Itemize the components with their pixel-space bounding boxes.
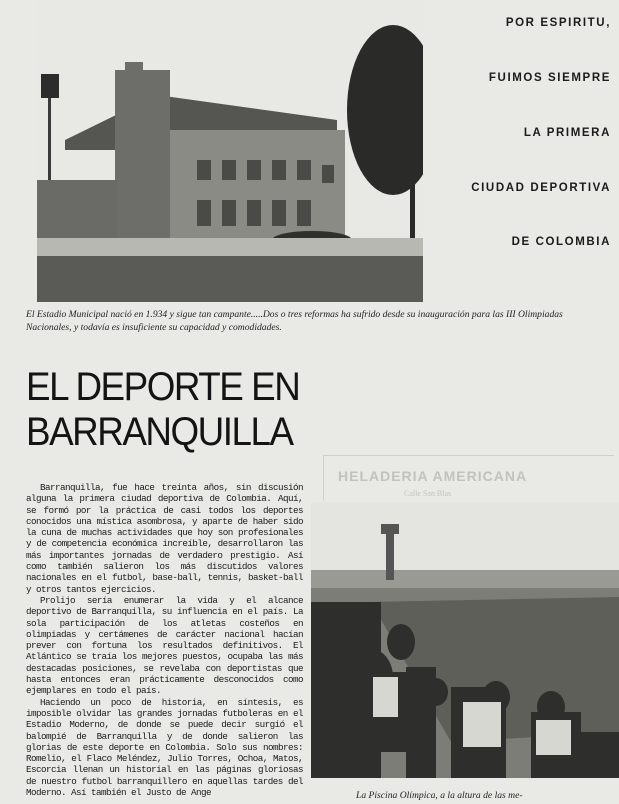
article-body bbox=[26, 482, 303, 798]
ghost-ad-line: Calle San Blas bbox=[404, 489, 452, 498]
slogan bbox=[421, 0, 611, 250]
bleed-through-text bbox=[235, 410, 325, 470]
paragraph-3: Haciendo un poco de historia, en síntesis, es imposible olvidar las grandes jornadas futboleras en el Estadio Moderno, de donde se puede decir surgió el balompié de Barranquilla y de donde salieron las glorias de este deporte en Colombia. Solo sus nombres: Romelio, el Flaco Meléndez, Julio Torres, Ochoa, Matos, Escorcia llenan un historial en las páginas gloriosas de nuestro futbol barranquillero en aquellas tardes del Moderno. Así también el Justo de Ange bbox=[26, 696, 303, 799]
paragraph-2: Prolijo sería enumerar la vida y el alcance deportivo de Barranquilla, su influencia en el país. La sola participación de los atletas costeños en olimpiadas y certámenes de carácter nacional hacían prever con fortuna los resultados definitivos. El Atlántico se traía los mejores puestos, ocupaba las más destacadas posiciones, se revelaba con deportistas que hasta entonces eran prácticamente desconocidos como ejemplares en todo el país. bbox=[26, 594, 303, 697]
pool-illustration bbox=[311, 502, 619, 778]
pool-caption: La Piscina Olímpica, a la altura de las me- bbox=[356, 790, 523, 801]
slogan-line-2: FUIMOS SIEMPRE bbox=[488, 72, 611, 84]
ghost-ad-title: HELADERIA AMERICANA bbox=[338, 468, 528, 484]
stadium-photo bbox=[37, 0, 423, 302]
slogan-line-5: DE COLOMBIA bbox=[511, 236, 611, 248]
pool-photo bbox=[311, 502, 619, 778]
paragraph-1: Barranquilla, fue hace treinta años, sin discusión alguna la primera ciudad deportiva de Colombia. Aquí, se formó por la práctica de casi todos los deportes conocidos una mística asombrosa, y aparte de haber sido la cuna de muchas actividades que hoy son profesionales y de competencia económica increíble, desarrollaron las más importantes jornadas de verdadero prestigio. Así como también salieron los más discutidos valores nacionales en el futbol, base-ball, tennis, basket-ball y otros tantos ejercicios. bbox=[26, 482, 303, 595]
slogan-line-3: LA PRIMERA bbox=[523, 127, 611, 139]
slogan-line-1: POR ESPIRITU, bbox=[505, 17, 611, 29]
stadium-illustration bbox=[37, 0, 423, 302]
headline: EL DEPORTE EN BARRANQUILLA bbox=[26, 365, 300, 454]
ghost-ad bbox=[323, 455, 614, 501]
slogan-line-4: CIUDAD DEPORTIVA bbox=[471, 182, 611, 194]
stadium-caption: El Estadio Municipal nació en 1.934 y sigue tan campante.....Dos o tres reformas ha sufrido desde su inauguración para las III Olimpiadas Nacionales, y todavía es insuficiente su capacidad y comodidades. bbox=[26, 309, 563, 333]
